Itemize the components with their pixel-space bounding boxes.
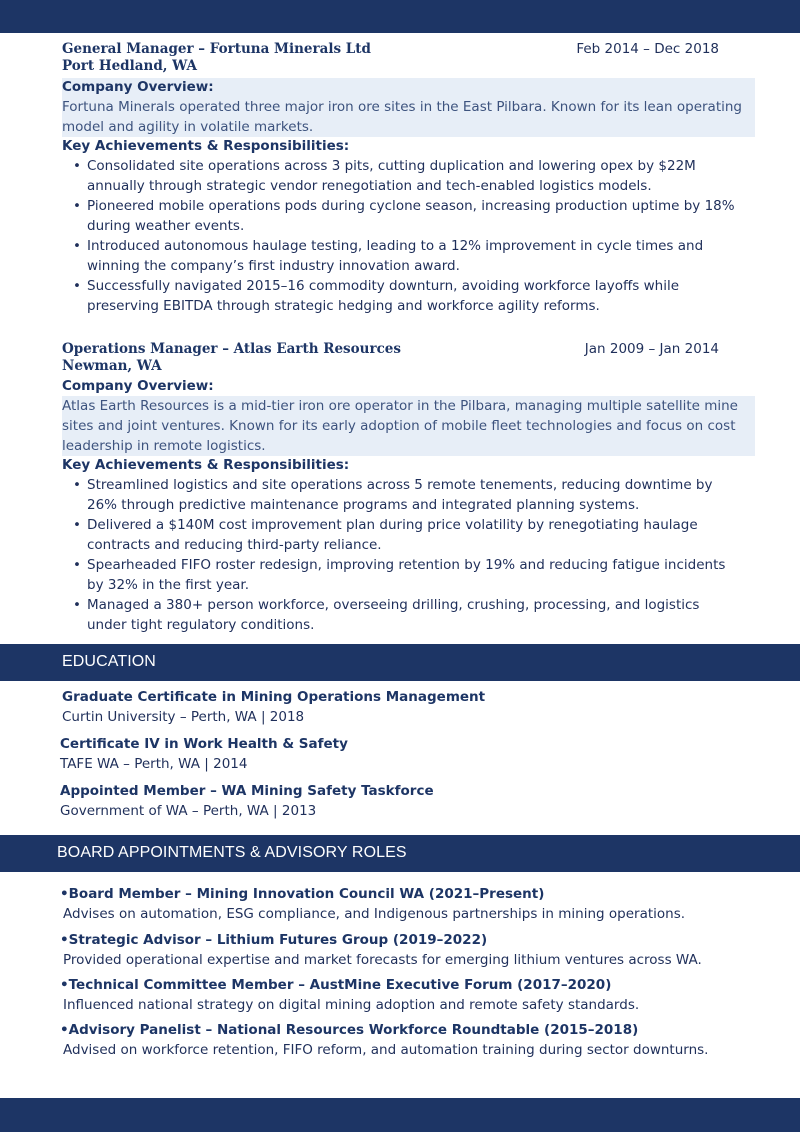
education-item <box>60 734 348 774</box>
board-role-title: •Advisory Panelist – National Resources Workforce Roundtable (2015–2018) <box>60 1022 639 1038</box>
bullet-icon: • <box>73 597 81 613</box>
bottom-band <box>0 1098 800 1132</box>
board-item <box>60 1020 760 1060</box>
company-overview-label: Company Overview: <box>62 79 214 95</box>
bullet-icon: • <box>73 158 81 174</box>
job-entry-1 <box>62 41 755 316</box>
bullet-icon: • <box>73 557 81 573</box>
job-date: Jan 2009 – Jan 2014 <box>584 341 719 357</box>
bullet-icon: • <box>73 278 81 294</box>
education-item <box>60 687 485 727</box>
list-item: • Successfully navigated 2015–16 commodity downturn, avoiding workforce layoffs while preserving EBITDA through strategic hedging and workforce agility reforms. <box>73 278 680 314</box>
education-detail: TAFE WA – Perth, WA | 2014 <box>60 756 248 772</box>
bullet-icon: • <box>73 477 81 493</box>
job-title: Operations Manager – Atlas Earth Resources <box>62 341 401 357</box>
board-role-title: •Strategic Advisor – Lithium Futures Group (2019–2022) <box>60 932 488 948</box>
job-title: General Manager – Fortuna Minerals Ltd <box>62 41 371 57</box>
board-role-title: •Board Member – Mining Innovation Council WA (2021–Present) <box>60 886 545 902</box>
company-overview-label: Company Overview: <box>62 378 214 394</box>
list-item: • Spearheaded FIFO roster redesign, improving retention by 19% and reducing fatigue incidents by 32% in the first year. <box>73 557 726 593</box>
board-role-description: Advises on automation, ESG compliance, and Indigenous partnerships in mining operations. <box>63 906 686 922</box>
list-item: • Pioneered mobile operations pods during cyclone season, increasing production uptime by 18% during weather events. <box>73 198 735 234</box>
company-overview-text: Fortuna Minerals operated three major iron ore sites in the East Pilbara. Known for its lean operating model and agility in volatile markets. <box>62 99 742 135</box>
board-item <box>60 930 760 970</box>
job-location: Port Hedland, WA <box>62 58 197 74</box>
company-overview-text: Atlas Earth Resources is a mid-tier iron ore operator in the Pilbara, managing multiple satellite mine sites and joint ventures. Known for its early adoption of mobile fleet technologies and focus on cost leadership in remote logistics. <box>62 396 755 456</box>
board-item <box>60 884 760 924</box>
list-item: • Delivered a $140M cost improvement plan during price volatility by renegotiating haulage contracts and reducing third-party reliance. <box>73 517 698 553</box>
achievements-list <box>62 475 755 635</box>
achievements-label: Key Achievements & Responsibilities: <box>62 457 350 473</box>
bullet-icon: • <box>73 198 81 214</box>
board-item <box>60 975 760 1015</box>
board-role-description: Provided operational expertise and market forecasts for emerging lithium ventures across WA. <box>63 952 702 968</box>
education-section-header <box>0 644 800 681</box>
list-item: • Introduced autonomous haulage testing, leading to a 12% improvement in cycle times and winning the company’s first industry innovation award. <box>73 238 704 274</box>
education-detail: Curtin University – Perth, WA | 2018 <box>62 709 305 725</box>
achievements-list <box>62 156 755 316</box>
bullet-icon: • <box>73 238 81 254</box>
education-title: Graduate Certificate in Mining Operations Management <box>62 689 486 705</box>
section-title: BOARD APPOINTMENTS & ADVISORY ROLES <box>57 844 407 861</box>
company-overview-block <box>62 78 755 137</box>
list-item: • Streamlined logistics and site operations across 5 remote tenements, reducing downtime by 26% through predictive maintenance programs and integrated planning systems. <box>73 477 713 513</box>
list-item: • Managed a 380+ person workforce, overseeing drilling, crushing, processing, and logistics under tight regulatory conditions. <box>73 597 700 633</box>
education-title: Certificate IV in Work Health & Safety <box>60 736 348 752</box>
board-role-description: Influenced national strategy on digital mining adoption and remote safety standards. <box>63 997 640 1013</box>
section-title: EDUCATION <box>62 653 156 670</box>
board-section-header <box>0 835 800 872</box>
bullet-icon: • <box>73 517 81 533</box>
job-date: Feb 2014 – Dec 2018 <box>576 41 719 57</box>
education-detail: Government of WA – Perth, WA | 2013 <box>60 803 317 819</box>
board-role-description: Advised on workforce retention, FIFO reform, and automation training during sector downturns. <box>63 1042 709 1058</box>
board-role-title: •Technical Committee Member – AustMine Executive Forum (2017–2020) <box>60 977 612 993</box>
job-location: Newman, WA <box>62 358 162 374</box>
education-item <box>60 781 434 821</box>
list-item: • Consolidated site operations across 3 pits, cutting duplication and lowering opex by $22M annually through strategic vendor renegotiation and tech-enabled logistics models. <box>73 158 696 194</box>
achievements-label: Key Achievements & Responsibilities: <box>62 138 350 154</box>
job-entry-2 <box>62 341 755 635</box>
top-band <box>0 0 800 33</box>
education-title: Appointed Member – WA Mining Safety Taskforce <box>60 783 434 799</box>
